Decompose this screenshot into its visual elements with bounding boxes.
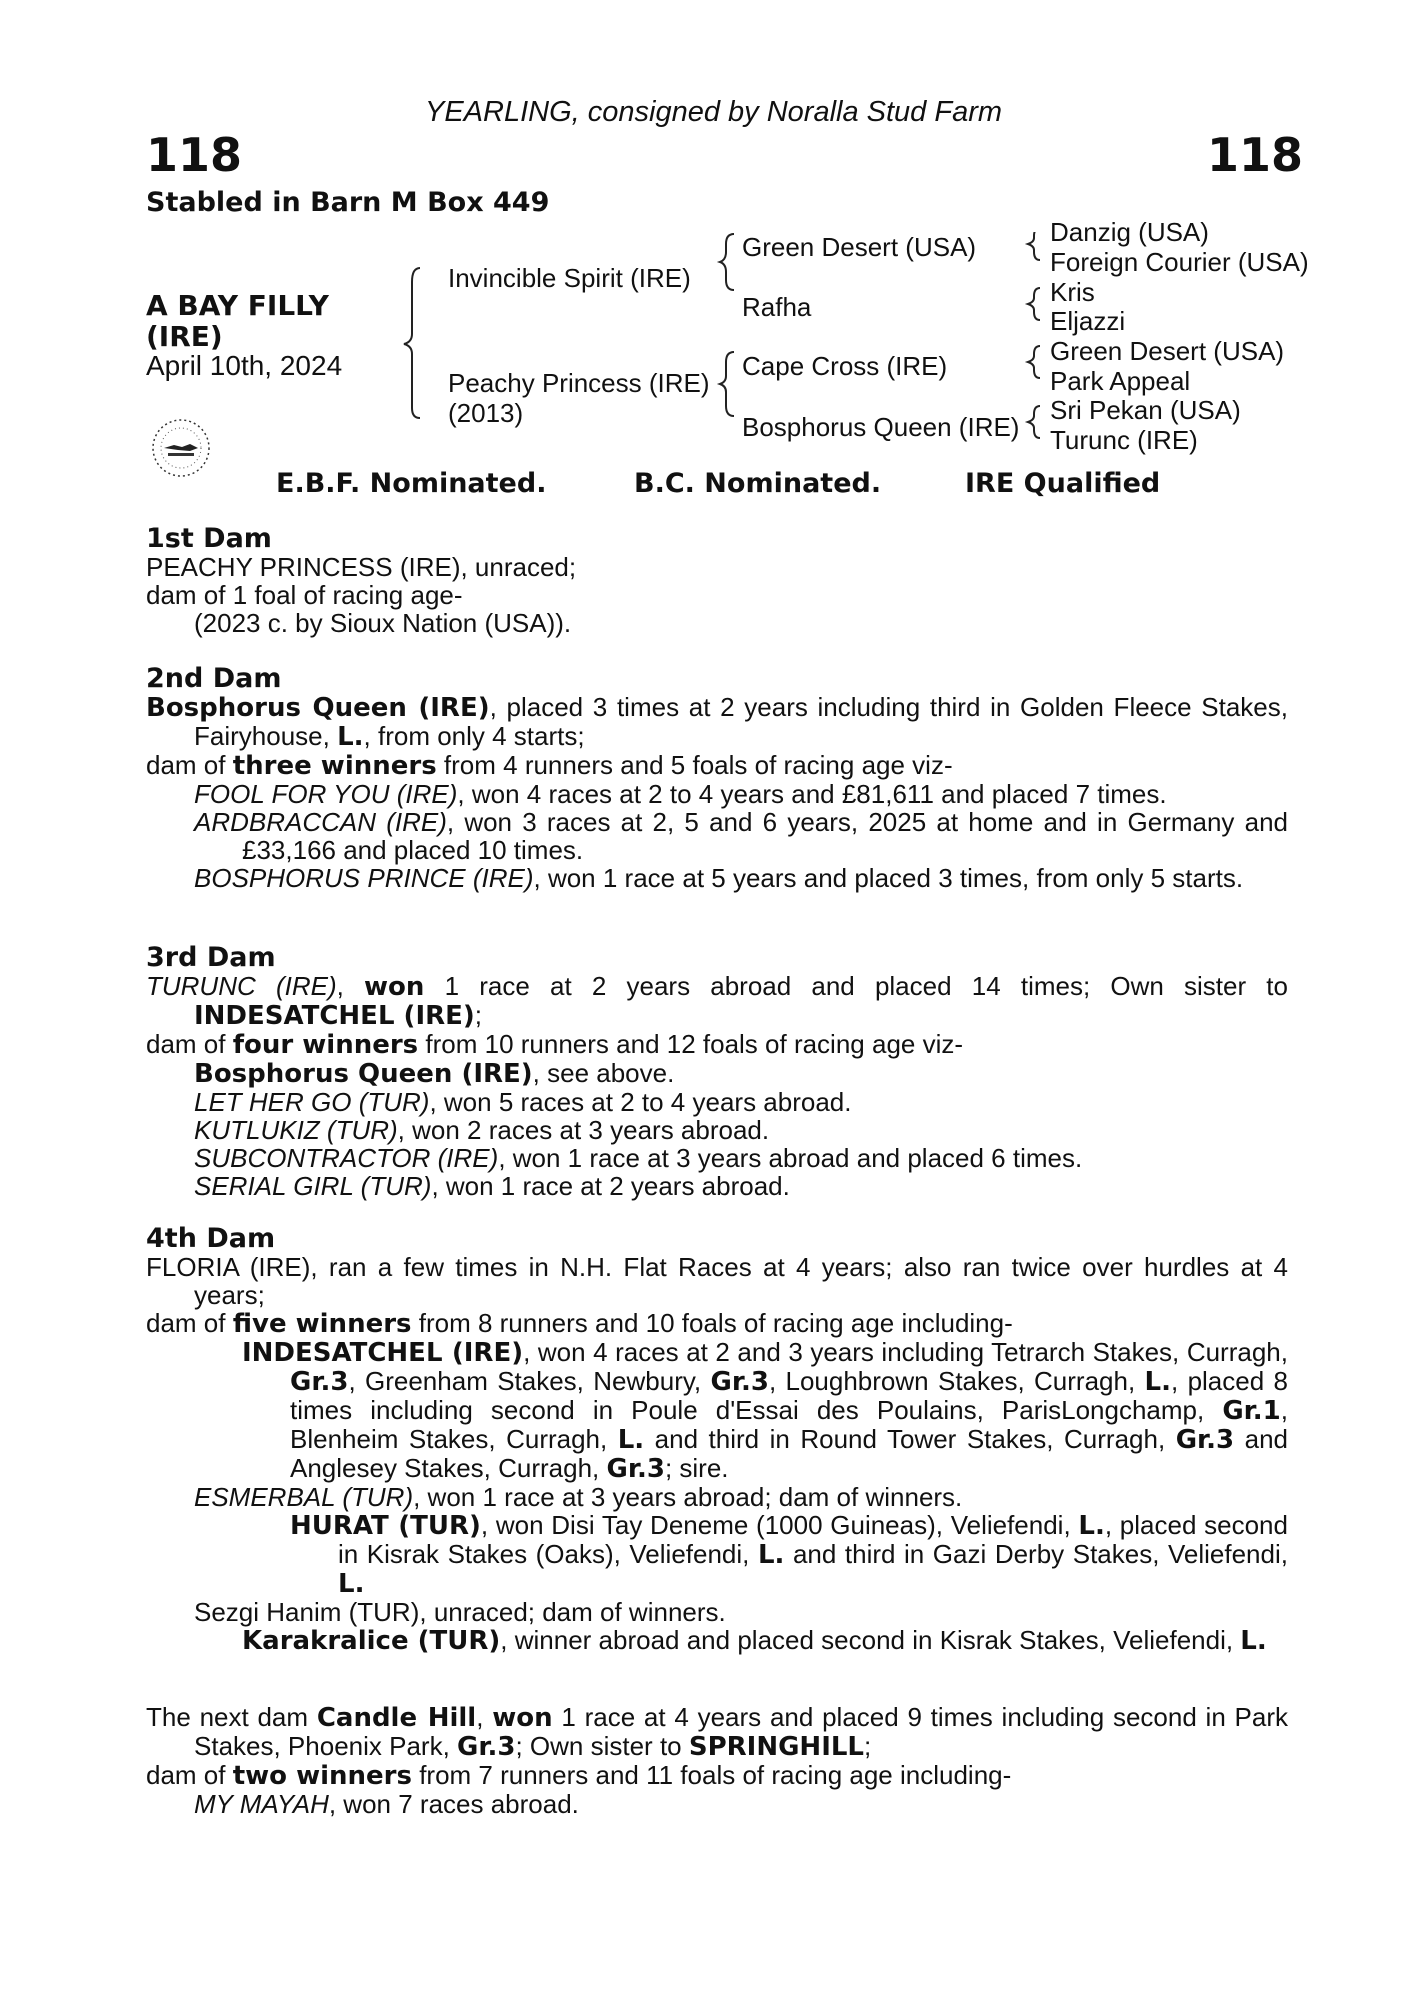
first-dam-heading: 1st Dam	[146, 523, 272, 554]
winners-rest: from 8 runners and 10 foals of racing age including-	[411, 1308, 1013, 1338]
winners-count: two winners	[232, 1761, 412, 1791]
first-dam-section	[146, 525, 1288, 637]
grandproduce-entry	[146, 1626, 1288, 1655]
winners-count: five winners	[232, 1309, 412, 1339]
race-text: ; Own sister to	[515, 1731, 689, 1761]
gg-8: Turunc (IRE)	[1050, 425, 1198, 455]
produce-text: , won 1 race at 3 years abroad and placed 6 times.	[498, 1143, 1083, 1173]
produce-entry	[146, 1088, 1288, 1116]
produce-name: KUTLUKIZ (TUR)	[194, 1115, 398, 1145]
produce-name: MY MAYAH	[194, 1789, 329, 1819]
listed-mark: L.	[617, 1425, 645, 1455]
horse-origin	[146, 320, 223, 353]
dam-of-label: dam of	[146, 1029, 233, 1059]
grade-mark: Gr.3	[457, 1732, 516, 1762]
fourth-dam-summary: FLORIA (IRE), ran a few times in N.H. Flat Races at 4 years; also ran twice over hurdles at 4 years;	[146, 1252, 1288, 1310]
listed-mark: L.	[1240, 1626, 1267, 1656]
race-text: ; sire.	[664, 1453, 729, 1483]
grade-mark: Gr.1	[1222, 1396, 1281, 1426]
dam-sire: Cape Cross (IRE)	[742, 351, 948, 381]
won-label: won	[492, 1703, 553, 1733]
produce-text: , won 1 race at 2 years abroad.	[431, 1171, 790, 1201]
race-text: and Anglesey Stakes, Curragh,	[290, 1424, 1288, 1483]
next-dam-name: Candle Hill	[316, 1703, 477, 1733]
race-text: and third in Round Tower Stakes, Curragh,	[644, 1424, 1176, 1454]
third-dam-produce	[146, 1030, 1288, 1059]
grade-mark: Gr.3	[1175, 1425, 1235, 1455]
gg-7: Sri Pekan (USA)	[1050, 395, 1241, 425]
race-text: , won 4 races at 2 and 3 years including Tetrarch Stakes, Curragh,	[523, 1337, 1288, 1367]
produce-entry	[146, 1790, 1288, 1818]
foaled-date: April 10th, 2024	[146, 350, 343, 381]
produce-text: , won 5 races at 2 to 4 years abroad.	[429, 1087, 852, 1117]
produce-name: LET HER GO (TUR)	[194, 1087, 430, 1117]
produce-name: Karakralice (TUR)	[242, 1626, 501, 1656]
grade-mark: Gr.3	[606, 1454, 665, 1484]
winners-count: three winners	[232, 751, 437, 781]
winners-rest: from 10 runners and 12 foals of racing age viz-	[418, 1029, 964, 1059]
fourth-dam-produce	[146, 1309, 1288, 1338]
sire-dam: Rafha	[742, 292, 812, 322]
produce-text: , see above.	[532, 1058, 675, 1088]
own-sister-name: SPRINGHILL	[688, 1732, 865, 1762]
produce-text: , won 3 races at 2, 5 and 6 years, 2025 at home and in Germany and £33,166 and placed 10 times.	[242, 807, 1288, 865]
horse-sex-colour: A BAY FILLY	[146, 289, 329, 322]
produce-text: , won 1 race at 5 years and placed 3 times, from only 5 starts.	[533, 863, 1244, 893]
dam-year: (2013)	[448, 398, 524, 428]
second-dam-produce	[146, 751, 1288, 780]
produce-entry	[146, 780, 1288, 808]
produce-entry	[146, 1116, 1288, 1144]
third-dam-summary: TURUNC (IRE), won 1 race at 2 years abroad and placed 14 times; Own sister to INDESATCHEL (IRE);	[146, 971, 1288, 1031]
separator: ;	[864, 1731, 872, 1761]
ebf-nominated: E.B.F. Nominated.	[276, 468, 547, 499]
race-text: , placed second in Kisrak Stakes (Oaks), Veliefendi,	[338, 1510, 1288, 1569]
race-text: and third in Gazi Derby Stakes, Veliefendi,	[784, 1539, 1288, 1569]
dam-dam: Bosphorus Queen (IRE)	[742, 412, 1020, 442]
produce-name: ESMERBAL (TUR)	[194, 1482, 414, 1512]
dam-of-label: dam of	[146, 750, 233, 780]
third-dam-section	[146, 944, 1288, 1200]
third-dam-text1: 1 race at 2 years abroad and placed 14 times; Own sister to	[424, 971, 1288, 1001]
lot-number-right: 118	[1207, 128, 1304, 182]
produce-name: BOSPHORUS PRINCE (IRE)	[194, 863, 534, 893]
next-dam-intro: The next dam	[146, 1702, 317, 1732]
second-dam-text1: , placed 3 times at 2 years including third in Golden Fleece Stakes, Fairyhouse,	[194, 692, 1288, 751]
stud-logo	[148, 415, 214, 481]
produce-name: ARDBRACCAN (IRE)	[194, 807, 447, 837]
winners-rest: from 4 runners and 5 foals of racing age viz-	[436, 750, 953, 780]
gg-3: Kris	[1050, 277, 1095, 307]
gg-6: Park Appeal	[1050, 366, 1191, 396]
next-dam-section	[146, 1703, 1288, 1818]
produce-entry	[146, 864, 1288, 892]
second-dam-text2: , from only 4 starts;	[363, 721, 585, 751]
race-text: 1 race at 4 years and placed 9 times including second in Park Stakes, Phoenix Park,	[194, 1702, 1289, 1761]
dam-of-label: dam of	[146, 1308, 233, 1338]
first-dam-line3: (2023 c. by Sioux Nation (USA)).	[194, 608, 572, 638]
race-text: , winner abroad and placed second in Kisrak Stakes, Veliefendi,	[500, 1625, 1241, 1655]
second-dam-summary	[146, 693, 1288, 751]
produce-name: SUBCONTRACTOR (IRE)	[194, 1143, 499, 1173]
first-dam-line1: PEACHY PRINCESS (IRE), unraced;	[146, 552, 577, 582]
fourth-dam-section	[146, 1225, 1288, 1655]
winners-rest: from 7 runners and 11 foals of racing age including-	[411, 1760, 1012, 1790]
bc-nominated: B.C. Nominated.	[634, 468, 882, 499]
gg-1: Danzig (USA)	[1050, 217, 1209, 247]
produce-entry	[146, 808, 1288, 864]
produce-entry	[146, 1059, 1288, 1088]
produce-entry	[146, 1338, 1288, 1483]
horse-description	[146, 289, 329, 322]
listed-mark: L.	[1078, 1511, 1105, 1541]
second-dam-name: Bosphorus Queen (IRE)	[146, 693, 490, 723]
produce-text: , won 4 races at 2 to 4 years and £81,611 and placed 7 times.	[457, 779, 1167, 809]
next-dam-produce	[146, 1761, 1288, 1790]
winners-count: four winners	[232, 1030, 419, 1060]
gg-2: Foreign Courier (USA)	[1050, 247, 1309, 277]
race-text: , Blenheim Stakes, Curragh,	[290, 1395, 1288, 1454]
dam-of-label: dam of	[146, 1760, 233, 1790]
produce-text: , won 2 races at 3 years abroad.	[397, 1115, 770, 1145]
gg-5: Green Desert (USA)	[1050, 336, 1285, 366]
horse-country: (IRE)	[146, 320, 223, 353]
next-dam-summary	[146, 1703, 1288, 1761]
ire-qualified: IRE Qualified	[965, 468, 1161, 499]
lot-number-left: 118	[146, 128, 243, 182]
produce-entry	[146, 1483, 1288, 1511]
separator: ,	[476, 1702, 493, 1732]
listed-mark: L.	[1144, 1367, 1171, 1397]
won-label: won	[364, 972, 425, 1002]
second-dam-section	[146, 665, 1288, 892]
grandproduce-entry	[146, 1511, 1288, 1598]
race-text: , Greenham Stakes, Newbury,	[348, 1366, 711, 1396]
first-dam-line2: dam of 1 foal of racing age-	[146, 580, 463, 610]
race-text: , won Disi Tay Deneme (1000 Guineas), Veliefendi,	[480, 1510, 1079, 1540]
listed-mark: L.	[338, 1569, 365, 1599]
sire: Invincible Spirit (IRE)	[448, 263, 691, 293]
third-dam-name: TURUNC (IRE)	[146, 971, 337, 1001]
produce-text: , won 1 race at 3 years abroad; dam of winners.	[413, 1482, 963, 1512]
produce-entry	[146, 1144, 1288, 1172]
second-dam-heading: 2nd Dam	[146, 663, 282, 694]
grade-mark: Gr.3	[290, 1367, 349, 1397]
gg-4: Eljazzi	[1050, 306, 1126, 336]
produce-name: HURAT (TUR)	[290, 1511, 481, 1541]
third-dam-semi: ;	[474, 1000, 483, 1030]
third-dam-heading: 3rd Dam	[146, 942, 276, 973]
produce-name: Bosphorus Queen (IRE)	[194, 1059, 533, 1089]
produce-entry	[146, 1172, 1288, 1200]
race-text: , Loughbrown Stakes, Curragh,	[768, 1366, 1145, 1396]
produce-entry: Sezgi Hanim (TUR), unraced; dam of winners.	[194, 1597, 726, 1627]
produce-name: SERIAL GIRL (TUR)	[194, 1171, 432, 1201]
produce-name: INDESATCHEL (IRE)	[242, 1338, 524, 1368]
produce-text: , won 7 races abroad.	[328, 1789, 579, 1819]
dam: Peachy Princess (IRE)	[448, 368, 710, 398]
fourth-dam-heading: 4th Dam	[146, 1223, 276, 1254]
consignor-line: YEARLING, consigned by Noralla Stud Farm	[425, 96, 1003, 128]
own-sister-name: INDESATCHEL (IRE)	[194, 1001, 475, 1031]
race-text: , placed 8 times including second in Poule d'Essai des Poulains, ParisLongchamp,	[290, 1366, 1288, 1425]
sire-sire: Green Desert (USA)	[742, 232, 977, 262]
produce-name: FOOL FOR YOU (IRE)	[194, 779, 458, 809]
grade-mark: Gr.3	[710, 1367, 769, 1397]
stabled-line: Stabled in Barn M Box 449	[146, 187, 550, 218]
listed-mark: L.	[757, 1540, 785, 1570]
listed-mark: L.	[337, 722, 364, 752]
